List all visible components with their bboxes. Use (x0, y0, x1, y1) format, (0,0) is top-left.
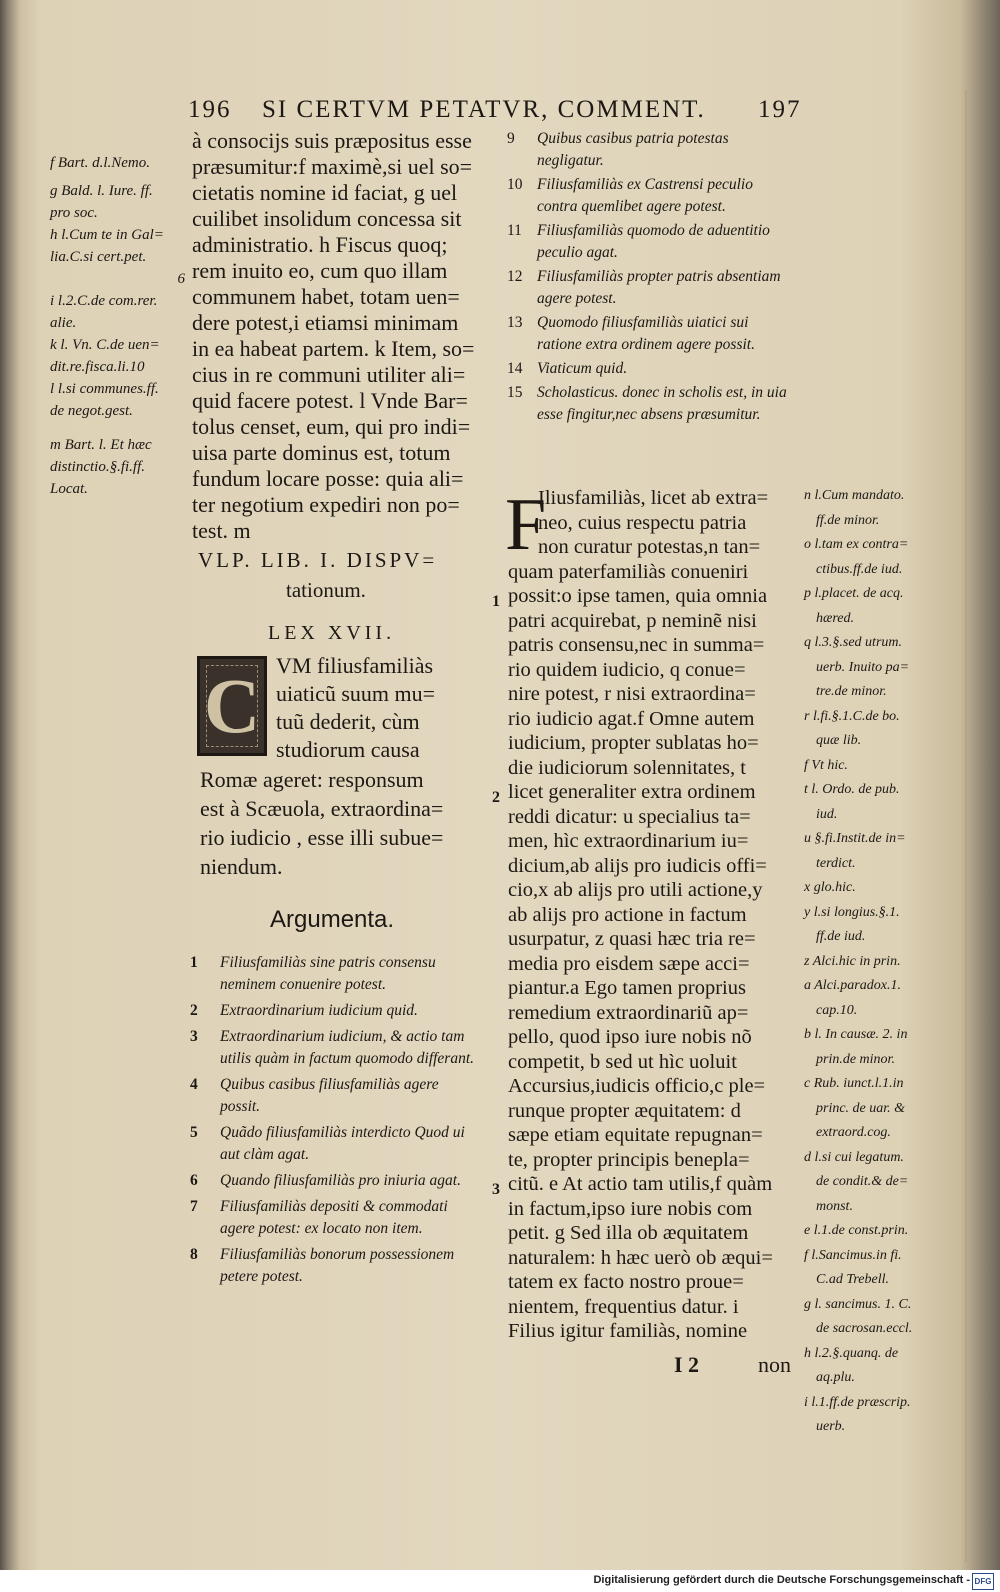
text-line: à consocijs suis præpositus esse (192, 128, 472, 153)
text-line: fundum locare posse: quia ali= (192, 466, 464, 491)
text-line: men, hìc extraordinarium iu= (508, 830, 749, 852)
text-line: neo, cuius respectu patria (538, 511, 747, 534)
text-line: studiorum causa (276, 737, 420, 762)
margin-note: b l. In causæ. 2. in (804, 1027, 908, 1042)
margin-note: z Alci.hic in prin. (804, 953, 901, 969)
argument-number: 3 (190, 1028, 198, 1045)
argument-item (190, 1122, 480, 1166)
text-line: pello, quod ipso iure nobis nõ (508, 1026, 752, 1048)
margin-note: t l. Ordo. de pub. (804, 782, 900, 797)
argument-text: Extraordinarium iudicium, & actio tam utilis quàm in factum quomodo differant. (220, 1028, 475, 1067)
margin-note: n l.Cum mandato. (804, 488, 905, 503)
text-line: dere potest,i etiamsi minimam (192, 310, 459, 335)
text-line: patris consensu,nec in summa= (508, 634, 765, 656)
running-title: SI CERTVM PETATVR, COMMENT. (262, 96, 706, 123)
text-line: licet generaliter extra ordinem (508, 781, 756, 803)
text-line: administratio. h Fiscus quoq; (192, 232, 448, 257)
argument-number: 7 (190, 1198, 198, 1215)
argument-item (507, 382, 792, 426)
margin-note: hæred. (816, 610, 854, 626)
margin-note: c Rub. iunct.l.1.in (804, 1076, 904, 1091)
margin-note: aq.plu. (816, 1370, 855, 1385)
margin-note: de condit.& de= (816, 1174, 909, 1189)
text-line: rio iudicio , esse illi subue= (200, 825, 444, 850)
text-line: rio quidem iudicio, q conue= (508, 658, 746, 681)
argument-item (190, 1196, 480, 1240)
lex-number: LEX XVII. (268, 622, 396, 644)
text-line: remedium extraordinariũ ap= (508, 1001, 749, 1024)
margin-note: ff.de iud. (816, 929, 866, 944)
catchword: non (758, 1352, 791, 1377)
margin-note: q l.3.§.sed utrum. (804, 635, 902, 650)
lex-text (200, 765, 443, 881)
margin-note: f Vt hic. (804, 757, 848, 773)
argument-text: Filiusfamiliàs propter patris absentiam agere potest. (537, 268, 781, 307)
margin-note: x glo.hic. (804, 880, 856, 895)
argument-item (507, 220, 792, 264)
text-line: reddi dicatur: u specialius ta= (508, 805, 751, 828)
margin-note: g Bald. l. Iure. ff. (50, 183, 153, 199)
argument-item (190, 1000, 480, 1022)
text-line: runque propter æquitatem: d (508, 1099, 741, 1122)
margin-note: extraord.cog. (816, 1125, 891, 1140)
margin-note: tre.de minor. (816, 684, 887, 699)
margin-number: 6 (177, 271, 185, 287)
margin-note: monst. (816, 1198, 853, 1214)
margin-note: l l.si communes.ff. (50, 381, 159, 397)
text-line: cietatis nomine id faciat, g uel (192, 180, 458, 205)
text-line: in ea habeat partem. k Item, so= (192, 336, 475, 361)
argument-item (190, 1026, 480, 1070)
text-line: dicium,ab alijs pro iudicis offi= (508, 854, 767, 877)
margin-note: de negot.gest. (50, 403, 133, 419)
text-line: Filius igitur familiàs, nomine (508, 1320, 748, 1342)
argument-item (507, 174, 792, 218)
dfg-logo: DFG (972, 1573, 994, 1590)
margin-note: C.ad Trebell. (816, 1272, 889, 1287)
text-line: quam paterfamiliàs conueniri (508, 560, 749, 583)
text-line: competit, b sed ut hìc uoluit (508, 1050, 737, 1073)
text-line: rio iudicio agat.f Omne autem (508, 707, 755, 730)
margin-note: uerb. (816, 1419, 846, 1434)
section-heading: VLP. LIB. I. DISPV= (198, 548, 438, 572)
initial-letter-f: F (505, 484, 547, 566)
argument-text: Scholasticus. donec in scholis est, in uia esse fingitur,nec absens præsumitur. (537, 384, 787, 423)
argument-text: Filiusfamiliàs sine patris consensu neminem conuenire potest. (220, 954, 436, 993)
margin-note: distinctio.§.fi.ff. (50, 459, 146, 475)
margin-note: r l.fi.§.1.C.de bo. (804, 708, 900, 724)
margin-note: k l. Vn. C.de uen= (50, 337, 160, 353)
margin-note: alie. (50, 315, 77, 331)
argument-number: 6 (190, 1172, 198, 1189)
argument-number: 9 (507, 130, 515, 147)
arguments-list-right (507, 128, 792, 428)
margin-note: iud. (816, 806, 838, 822)
text-line: usurpatur, z quasi hæc tria re= (508, 928, 756, 950)
text-line: Iliusfamiliàs, licet ab extra= (538, 487, 769, 509)
margin-note: y l.si longius.§.1. (804, 904, 900, 920)
argument-text: Filiusfamiliàs bonorum possessionem petere potest. (220, 1246, 455, 1285)
arguments-title: Argumenta. (270, 906, 395, 933)
margin-note: ctibus.ff.de iud. (816, 561, 903, 577)
decorated-initial (197, 656, 267, 756)
margin-note: princ. de uar. & (816, 1100, 906, 1116)
digitization-footer (0, 1570, 1000, 1592)
text-line: ab alijs pro actione in factum (508, 903, 747, 926)
text-line: media pro eisdem sæpe acci= (508, 952, 750, 975)
margin-note: d l.si cui legatum. (804, 1149, 904, 1165)
text-line: rem inuito eo, cum quo illam (192, 258, 448, 283)
argument-item (507, 312, 792, 356)
arguments-list-left (190, 952, 480, 1292)
left-top-text (192, 128, 474, 544)
argument-text: Filiusfamiliàs depositi & commodati agere potest: ex locato non item. (220, 1198, 448, 1237)
argument-text: Quibus casibus filiusfamiliàs agere possit. (220, 1076, 439, 1115)
lex-text-indented (276, 652, 435, 764)
argument-item (507, 358, 792, 380)
margin-note: a Alci.paradox.1. (804, 978, 901, 993)
margin-note: f Bart. d.l.Nemo. (50, 155, 150, 171)
argument-text: Filiusfamiliàs quomodo de aduentitio peculio agat. (537, 222, 770, 261)
text-line: tuũ dederit, cùm (276, 709, 420, 734)
text-line: naturalem: h hæc uerò ob æqui= (508, 1246, 773, 1269)
margin-note: g l. sancimus. 1. C. (804, 1296, 912, 1312)
argument-number: 1 (190, 954, 198, 971)
argument-number: 2 (190, 1002, 198, 1019)
argument-text: Quibus casibus patria potestas negligatur. (537, 130, 729, 169)
argument-number: 11 (507, 222, 522, 239)
margin-note: pro soc. (50, 205, 98, 221)
margin-note: uerb. Inuito pa= (816, 659, 910, 675)
margin-note: prin.de minor. (816, 1051, 895, 1067)
margin-note: dit.re.fisca.li.10 (50, 359, 145, 375)
right-body-text (508, 486, 773, 1344)
margin-note: terdict. (816, 855, 856, 871)
argument-text: Extraordinarium iudicium quid. (220, 1002, 418, 1019)
argument-number: 8 (190, 1246, 198, 1263)
initial-letter: C (203, 662, 261, 749)
margin-note: lia.C.si cert.pet. (50, 249, 147, 265)
argument-number: 15 (507, 384, 523, 401)
argument-number: 13 (507, 314, 523, 331)
text-line: VM filiusfamiliàs (276, 653, 434, 678)
text-line: citũ. e At actio tam utilis,f quàm (508, 1173, 773, 1195)
text-line: petit. g Sed illa ob æquitatem (508, 1222, 749, 1244)
text-line: test. m (192, 518, 251, 543)
text-line: tolus censet, eum, qui pro indi= (192, 414, 471, 439)
margin-note: ff.de minor. (816, 512, 880, 528)
text-line: præsumitur:f maximè,si uel so= (192, 154, 473, 179)
text-line: non curatur potestas,n tan= (538, 536, 761, 558)
argument-text: Quãdo filiusfamiliàs interdicto Quod ui aut clàm agat. (220, 1124, 465, 1163)
argument-number: 10 (507, 176, 523, 193)
text-line: niendum. (200, 854, 283, 879)
left-page-number: 196 (188, 96, 232, 123)
argument-item (507, 128, 792, 172)
text-line: cius in re communi utiliter ali= (192, 362, 466, 387)
argument-text: Quomodo filiusfamiliàs uiatici sui ratione extra ordinem agere possit. (537, 314, 755, 353)
argument-text: Filiusfamiliàs ex Castrensi peculio contra quemlibet agere potest. (537, 176, 753, 215)
text-line: est à Scæuola, extraordina= (200, 796, 444, 821)
text-line: uiaticũ suum mu= (276, 681, 436, 706)
text-line: sæpe etiam equitate repugnan= (508, 1124, 763, 1146)
text-line: nientem, frequentius datur. i (508, 1295, 739, 1318)
margin-note: e l.1.de const.prin. (804, 1223, 909, 1238)
text-line: cuilibet insolidum concessa sit (192, 206, 462, 231)
margin-note: m Bart. l. Et hæc (50, 437, 152, 453)
margin-note: de sacrosan.eccl. (816, 1321, 913, 1336)
text-line: possit:o ipse tamen, quia omnia (508, 585, 768, 607)
text-line: in factum,ipso iure nobis com (508, 1197, 753, 1220)
page-fold (965, 90, 967, 1562)
text-line: piantur.a Ego tamen proprius (508, 977, 746, 999)
margin-note: quæ lib. (816, 733, 862, 748)
margin-note: f l.Sancimus.in fi. (804, 1247, 902, 1263)
footer-text: Digitalisierung gefördert durch die Deutsche Forschungsgemeinschaft - (593, 1574, 970, 1586)
signature-mark: I 2 (674, 1352, 700, 1377)
text-line: ter negotium expediri non po= (192, 492, 460, 517)
argument-item (190, 952, 480, 996)
text-line: Romæ ageret: responsum (200, 767, 424, 792)
argument-text: Quando filiusfamiliàs pro iniuria agat. (220, 1172, 461, 1189)
margin-note: Locat. (50, 481, 88, 497)
argument-item (190, 1170, 480, 1192)
margin-note: u §.fi.Instit.de in= (804, 831, 906, 846)
text-line: die iudiciorum solennitates, t (508, 756, 746, 779)
text-line: iudicium, propter sublatas ho= (508, 732, 759, 754)
margin-note: p l.placet. de acq. (804, 586, 904, 601)
section-heading-cont: tationum. (286, 578, 366, 602)
argument-number: 14 (507, 360, 523, 377)
text-line: patri acquirebat, p neminẽ nisi (508, 609, 757, 632)
margin-note: cap.10. (816, 1002, 858, 1018)
margin-number-2: 2 (492, 789, 500, 806)
margin-note: o l.tam ex contra= (804, 537, 909, 552)
argument-item (507, 266, 792, 310)
text-line: nire potest, r nisi extraordina= (508, 683, 756, 705)
text-line: te, propter principis benepla= (508, 1148, 750, 1171)
argument-number: 12 (507, 268, 523, 285)
margin-note: h l.Cum te in Gal= (50, 227, 164, 243)
margin-note: h l.2.§.quanq. de (804, 1345, 899, 1361)
argument-item (190, 1074, 480, 1118)
margin-note: i l.1.ff.de præscrip. (804, 1394, 911, 1410)
argument-number: 4 (190, 1076, 198, 1093)
argument-item (190, 1244, 480, 1288)
text-line: uisa parte dominus est, totum (192, 440, 451, 465)
argument-number: 5 (190, 1124, 198, 1141)
text-line: Accursius,iudicis officio,c ple= (508, 1075, 766, 1097)
text-line: quid facere potest. l Vnde Bar= (192, 388, 468, 413)
right-page-number: 197 (758, 96, 802, 123)
text-line: cio,x ab alijs pro utili actione,y (508, 879, 763, 901)
right-margin-notes (804, 484, 912, 1440)
text-line: tatem ex facto nostro proue= (508, 1271, 744, 1293)
argument-text: Viaticum quid. (537, 360, 628, 377)
margin-number-1: 1 (492, 593, 500, 610)
text-line: communem habet, totam uen= (192, 284, 460, 309)
margin-number-3: 3 (492, 1181, 500, 1198)
margin-note: i l.2.C.de com.rer. (50, 293, 158, 309)
left-margin-notes (50, 152, 185, 500)
